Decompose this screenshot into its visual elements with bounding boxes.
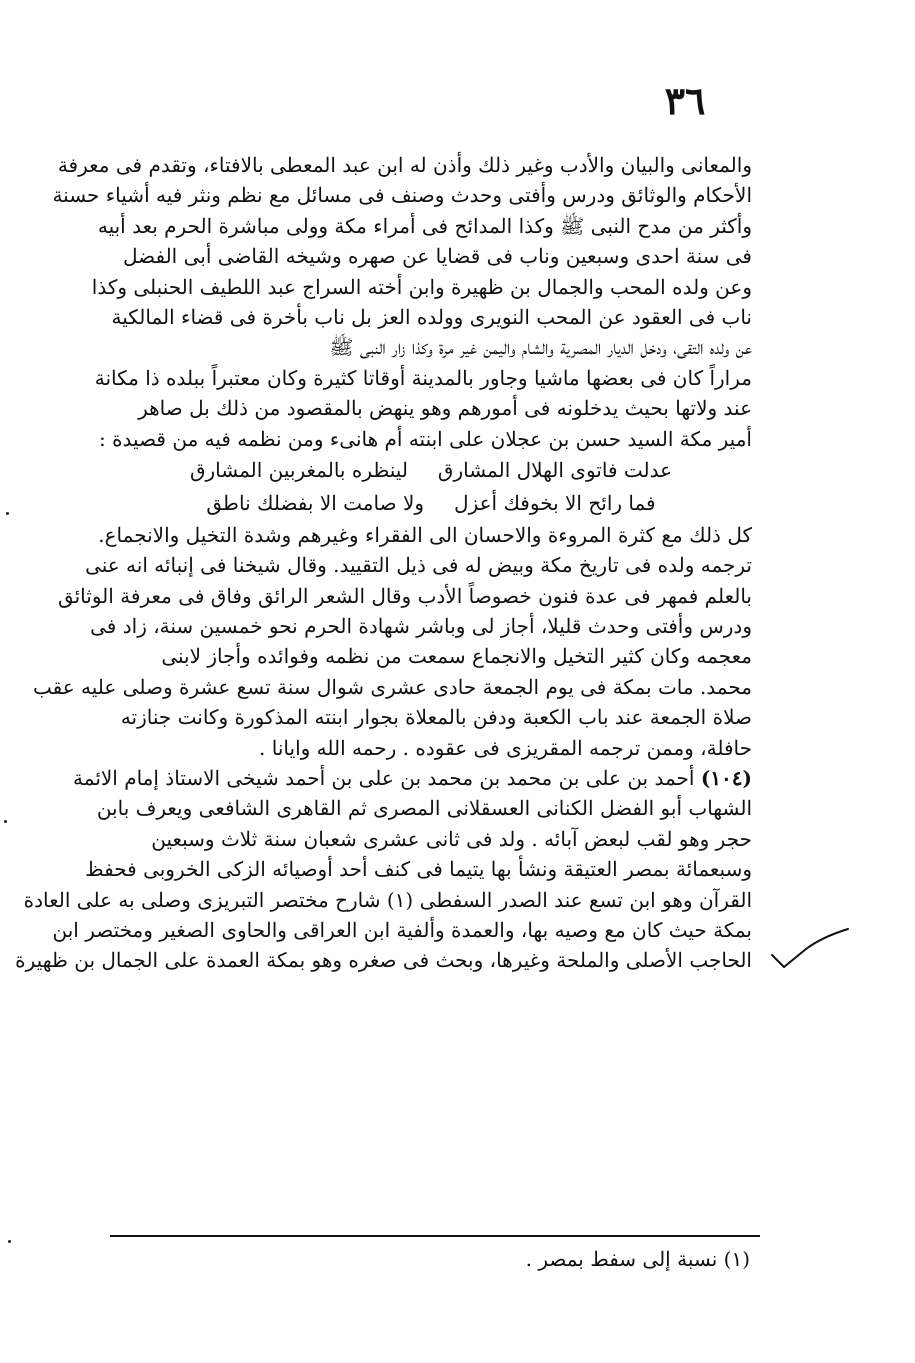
handwritten-checkmark-icon: [770, 925, 850, 975]
footnote-divider: [110, 1235, 760, 1237]
entry-heading-line: [73, 763, 752, 793]
text-line: كل ذلك مع كثرة المروءة والاحسان الى الفقراء وغيرهم وشدة التخيل والانجماع.: [98, 522, 752, 547]
text-line: وأكثر من مدح النبى ﷺ وكذا المدائح فى أمراء مكة وولى مباشرة الحرم بعد أبيه: [97, 213, 752, 238]
text-line: حافلة، وممن ترجمه المقريزى فى عقوده . رحمه الله وايانا .: [259, 735, 752, 760]
text-line: بالعلم فمهر فى عدة فنون خصوصاً الأدب وقال الشعر الرائق وفاق فى معرفة الوثائق: [57, 583, 752, 608]
verse-second-hemistich: ولا صامت الا بفضلك ناطق: [206, 490, 425, 515]
text-line: ترجمه ولده فى تاريخ مكة وبيض له فى ذيل التقييد. وقال شيخنا فى إنبائه انه عنى: [85, 553, 752, 578]
entry-number: (١٠٤): [700, 766, 752, 791]
scan-speck: [8, 1240, 11, 1243]
footnote: (١) نسبة إلى سفط بمصر .: [525, 1247, 750, 1271]
entry-heading-text: أحمد بن على بن محمد بن محمد بن على بن أحمد شيخى الاستاذ إمام الائمة: [73, 766, 695, 791]
text-line: أمير مكة السيد حسن بن عجلان على ابنته أم هانىء ومن نظمه فيه من قصيدة :: [98, 426, 752, 451]
scan-speck: [4, 820, 7, 823]
text-line: الحاجب الأصلى والملحة وغيرها، وبحث فى صغره وهو بمكة العمدة على الجمال بن ظهيرة: [15, 948, 752, 973]
text-line: وعن ولده المحب والجمال بن ظهيرة وابن أخته السراج عبد اللطيف الحنبلى وكذا: [91, 274, 752, 299]
text-line: الأحكام والوثائق ودرس وأفتى وحدث وصنف فى مسائل مع نظم ونثر فيه أشياء حسنة: [52, 183, 752, 208]
poem-verse: [110, 454, 752, 487]
text-line: عن ولده التقى، ودخل الديار المصرية والشام واليمن غير مرة وكذا زار النبى ﷺ: [329, 335, 752, 360]
text-line: فى سنة احدى وسبعين وناب فى قضايا عن صهره وشيخه القاضى أبى الفضل: [122, 244, 752, 269]
text-line: عند ولاتها بحيث يدخلونه فى أمورهم وهو ينهض بالمقصود من ذلك بل صاهر: [138, 396, 752, 421]
text-line: بمكة حيث كان مع وصيه بها، والعمدة وألفية ابن العراقى والحاوى الصغير ومختصر ابن: [52, 917, 752, 942]
text-line: محمد. مات بمكة فى يوم الجمعة حادى عشرى شوال سنة تسع عشرة وصلى عليه عقب: [32, 674, 752, 699]
verse-first-hemistich: فما رائح الا بخوفك أعزل: [454, 490, 656, 515]
poem-verse: [110, 487, 752, 520]
scan-speck: [6, 512, 9, 515]
text-line: والمعانى والبيان والأدب وغير ذلك وأذن له ابن عبد المعطى بالافتاء، وتقدم فى معرفة: [57, 153, 752, 177]
text-line: حجر وهو لقب لبعض آبائه . ولد فى ثانى عشرى شعبان سنة ثلاث وسبعين: [151, 826, 752, 851]
text-line: مراراً كان فى بعضها ماشيا وجاور بالمدينة أوقاتا كثيرة وكان معتبراً ببلده ذا مكانة: [94, 365, 752, 390]
text-line: صلاة الجمعة عند باب الكعبة ودفن بالمعلاة بجوار ابنته المذكورة وكانت جنازته: [120, 705, 752, 730]
verse-first-hemistich: عدلت فاتوى الهلال المشارق: [437, 457, 673, 482]
page-number: ٣٦: [664, 78, 706, 123]
main-text: [15, 150, 752, 976]
text-line: ودرس وأفتى وحدث قليلا، أجاز لى وباشر شهادة الحرم نحو خمسين سنة، زاد فى: [90, 614, 752, 639]
verse-second-hemistich: لينظره بالمغربين المشارق: [189, 457, 408, 482]
text-line: معجمه وكان كثير التخيل والانجماع سمعت من نظمه وفوائده وأجاز لابنى: [161, 644, 752, 669]
text-line: وسبعمائة بمصر العتيقة ونشأ بها يتيما فى كنف أحد أوصيائه الزكى الخروبى فحفظ: [85, 857, 752, 882]
text-line: القرآن وهو ابن تسع عند الصدر السفطى (١) شارح مختصر التبريزى وصلى به على العادة: [23, 887, 752, 912]
text-line: ناب فى العقود عن المحب النويرى وولده العز بل ناب بأخرة فى قضاء المالكية: [111, 304, 752, 329]
text-line: الشهاب أبو الفضل الكنانى العسقلانى المصرى ثم القاهرى الشافعى ويعرف بابن: [96, 796, 752, 821]
